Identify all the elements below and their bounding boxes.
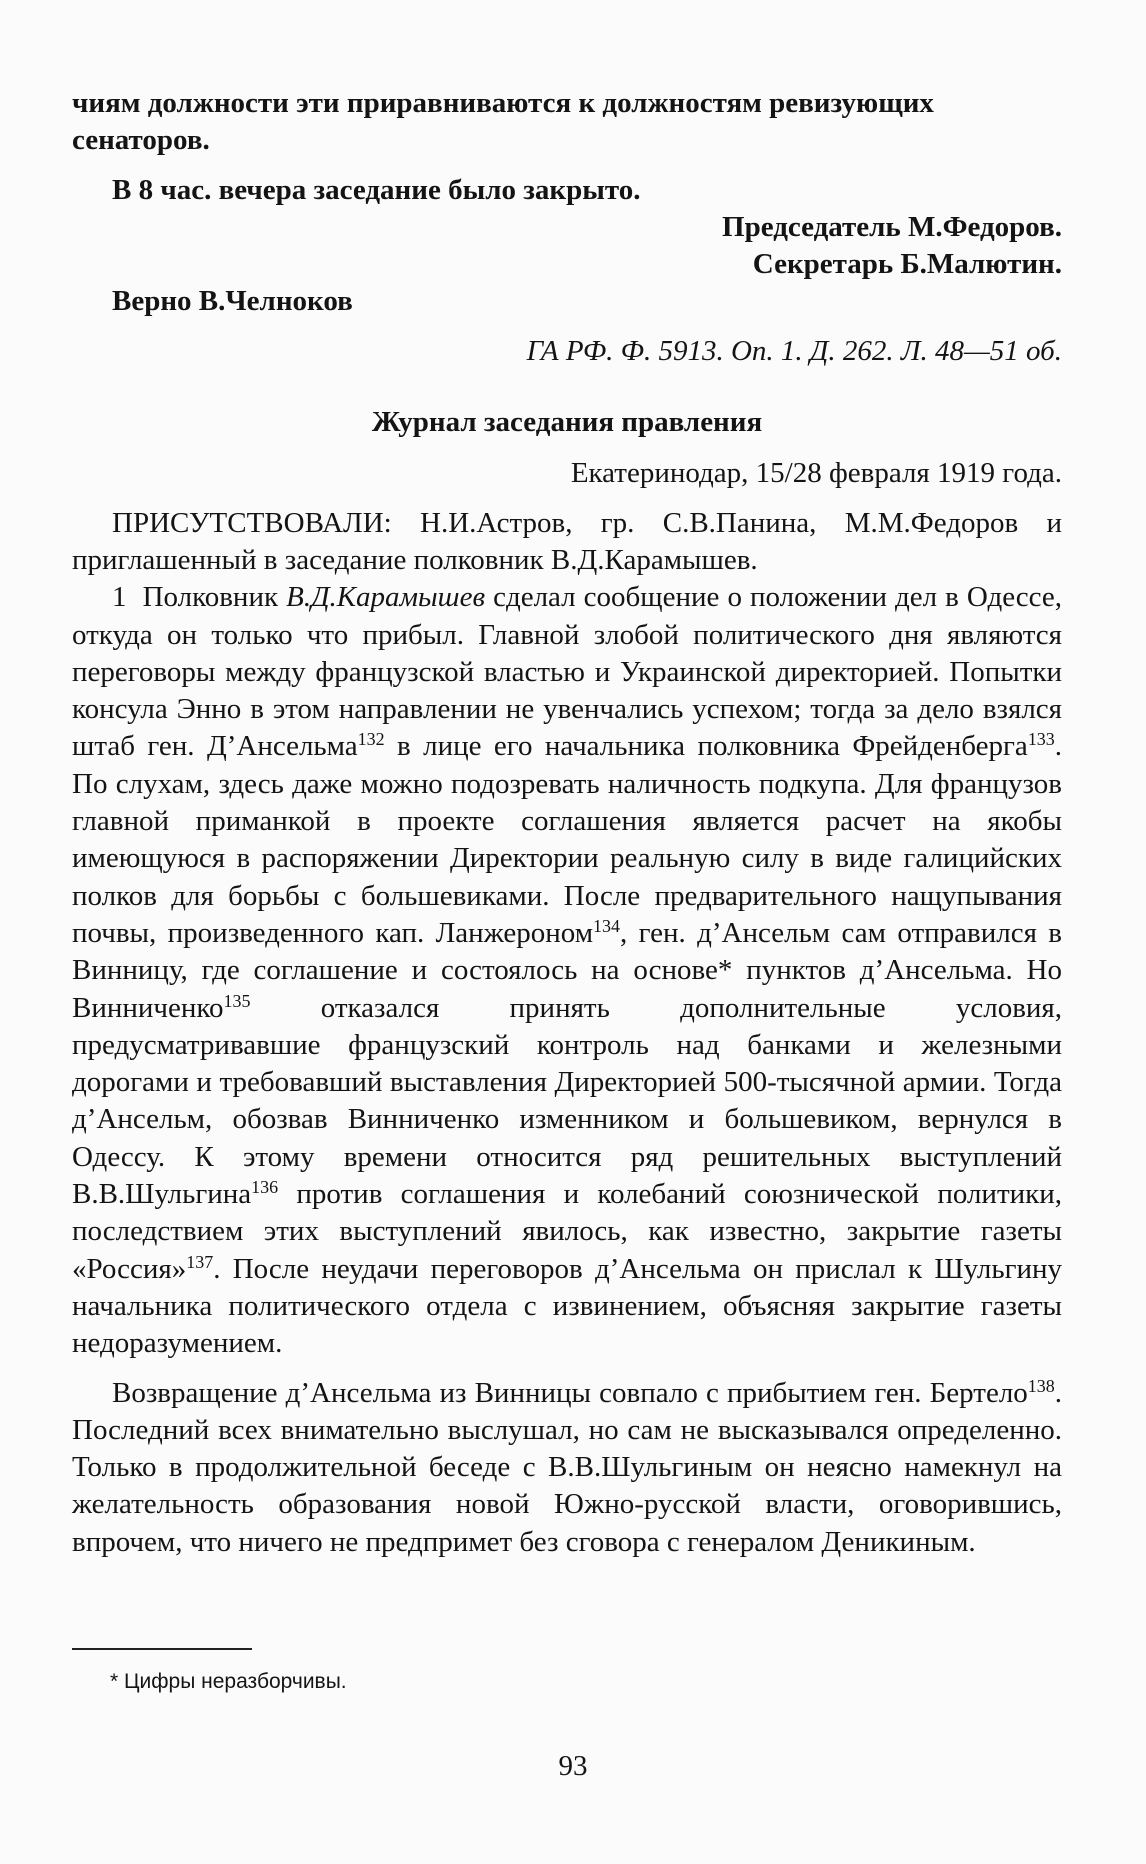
continuation-line-1: чиям должности эти приравниваются к должностям ревизующих xyxy=(72,87,934,119)
main-text xyxy=(72,85,1062,1561)
speaker-name: В.Д.Карамышев xyxy=(286,581,486,614)
dateline: Екатеринодар, 15/28 февраля 1919 года. xyxy=(570,457,1062,490)
footnote-divider xyxy=(72,1648,252,1650)
continuation-line-2: сенаторов. xyxy=(72,124,210,157)
footnote-ref: 133 xyxy=(1027,729,1055,750)
footnote-ref: 136 xyxy=(251,1177,279,1198)
text-run: . После неудачи переговоров д’Ансельма он прислал к Шульгину начальника политического отдела с извинением, объясняя закрытие газеты недоразумением. xyxy=(72,1252,1062,1360)
page-number: 93 xyxy=(558,1750,588,1782)
archive-reference: ГА РФ. Ф. 5913. Оп. 1. Д. 262. Л. 48—51 об. xyxy=(526,334,1062,367)
closing-statement: В 8 час. вечера заседание было закрыто. xyxy=(112,173,641,206)
report-paragraph-1 xyxy=(72,579,1062,1362)
text-run: отказался принять дополнительные условия, предусматривавшие французский контроль над банками и железными дорогами и требовавший выставления Директорией 500-тысячной армии. Тогда д’Ансельм, обозвав Винниченко изменником и большевиком, вернулся в Одессу. К этому времени относится ряд решительных выступлений В.В.Шульгина xyxy=(72,991,1062,1211)
item-number: 1 xyxy=(112,581,127,614)
footnote-ref: 137 xyxy=(186,1251,214,1272)
text-run: . Последний всех внимательно выслушал, но сам не высказывался определенно. Только в продолжительной беседе с В.В.Шульгиным он неясно намекнул на желательность образования новой Южно-русской власти, оговорившись, впрочем, что ничего не предпримет без сговора с генералом Деникиным. xyxy=(72,1376,1062,1558)
text-run: , ген. д’Ансельм сам отправился в Винницу, где соглашение и состоялось на основе* пунктов д’Ансельма. Но Винниченко xyxy=(72,916,1062,1024)
attendance-paragraph: ПРИСУТСТВОВАЛИ: Н.И.Астров, гр. С.В.Панина, М.М.Федоров и приглашенный в заседание полковник В.Д.Карамышев. xyxy=(72,506,1062,576)
footnote-ref: 135 xyxy=(223,990,251,1011)
text-run: Полковник xyxy=(142,581,279,614)
footnote-ref: 134 xyxy=(593,916,620,937)
footnote-ref: 132 xyxy=(357,729,385,750)
continuation-paragraph xyxy=(72,85,1062,160)
text-run: . По слухам, здесь даже можно подозревать наличность подкупа. Для французов главной приманкой в проекте соглашения является расчет на якобы имеющуюся в распоряжении Директории реальную силу в виде галицийских полков для борьбы с большевиками. После предварительного нащупывания почвы, произведенного кап. Ланжероном xyxy=(72,730,1063,949)
text-run: Возвращение д’Ансельма из Винницы совпало с прибытием ген. Бертело xyxy=(112,1376,1028,1409)
certified-by: Верно В.Челноков xyxy=(112,285,353,318)
chairman-signature: Председатель М.Федоров. xyxy=(722,210,1062,243)
footnote: * Цифры неразборчивы. xyxy=(110,1670,347,1693)
secretary-signature: Секретарь Б.Малютин. xyxy=(752,248,1062,281)
footnote-ref: 138 xyxy=(1027,1375,1055,1396)
report-paragraph-2 xyxy=(72,1375,1062,1561)
text-run: против соглашения и колебаний союзнической политики, последствием этих выступлений явилось, как известно, закрытие газеты «Россия» xyxy=(72,1178,1062,1285)
text-run: в лице его начальника полковника Фрейденберга xyxy=(397,730,1028,763)
section-heading: Журнал заседания правления xyxy=(371,406,763,439)
text-run: сделал сообщение о положении дел в Одессе, откуда он только что прибыл. Главной злобой политического дня являются переговоры между французской властью и Украинской директорией. Попытки консула Энно в этом направлении не увенчались успехом; тогда за дело взялся штаб ген. Д’Ансельма xyxy=(72,581,1063,763)
